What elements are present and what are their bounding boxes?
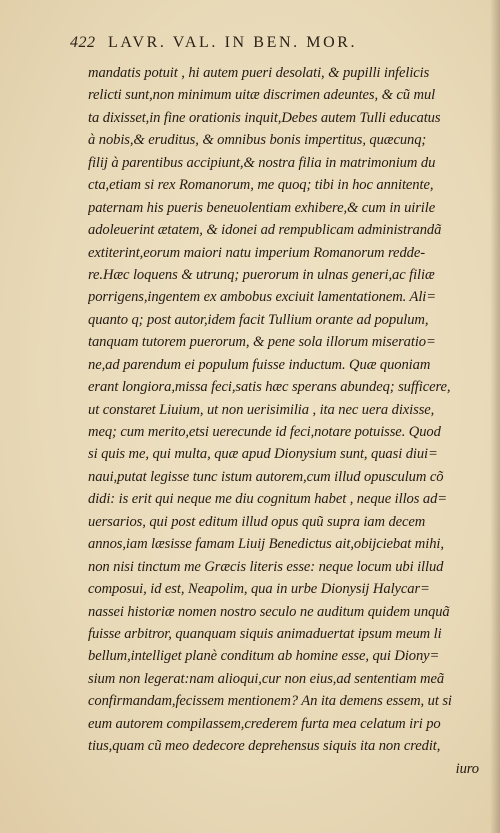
text-line: naui,putat legisse tunc istum autorem,cum illud opusculum cõ [88,468,444,485]
text-line: adoleuerint ætatem, & idonei ad rempublicam administrandã [88,222,442,239]
text-line: quanto q; post autor,idem facit Tullium orante ad populum, [88,311,429,328]
catchword: iuro [455,760,479,777]
text-line: filij à parentibus accipiunt,& nostra filia in matrimonium du [88,154,436,171]
text-line: re.Hæc loquens & utrunq; puerorum in ulnas generi,ac filiæ [88,266,435,283]
text-line: uersarios, qui post editum illud opus quũ supra iam decem [88,513,426,530]
text-line: extiterint,eorum maiori natu imperium Romanorum redde- [88,244,425,261]
text-line: porrigens,ingentem ex ambobus exciuit lamentationem. Ali= [88,289,436,306]
text-line: bellum,intelliget planè conditum ab homine esse, qui Diony= [88,648,440,665]
text-line: annos,iam læsisse famam Liuij Benedictus ait,obijciebat mihi, [88,536,444,553]
text-line: confirmandam,fecissem mentionem? An ita demens essem, ut si [88,693,452,710]
text-line: composui, id est, Neapolim, qua in urbe Dionysij Halycar= [88,581,430,598]
running-head: LAVR. VAL. IN BEN. MOR. [108,34,358,51]
text-line: erant longiora,missa feci,satis hæc sperans abundeq; sufficere, [88,379,451,396]
text-line: ne,ad parendum ei populum fuisse inductum. Quæ quoniam [88,356,431,373]
text-line: meq; cum merito,etsi uerecunde id feci,notare potuisse. Quod [88,424,441,440]
text-line: ut constaret Liuium, ut non uerisimilia , ita nec uera dixisse, [88,401,435,418]
page-edge-shadow [490,0,500,833]
text-line: fuisse arbitror, quanquam siquis animaduertat ipsum meum li [88,625,442,642]
text-line: didi: is erit qui neque me diu cognitum habet , neque illos ad= [88,491,448,508]
text-line: tius,quam cũ meo dedecore deprehensus siquis ita non credit, [88,738,441,755]
text-line: sium non legerat:nam alioqui,cur non eius,ad sententiam meã [88,670,445,687]
text-line: tanquam tutorem puerorum, & pene sola illorum miseratio= [88,334,436,351]
text-line: si quis me, qui multa, quæ apud Dionysium sunt, quasi diui= [88,446,438,463]
text-line: cta,etiam si rex Romanorum, me quoq; tibi in hoc annitente, [88,177,434,194]
page-header [70,34,470,56]
text-line: mandatis potuit , hi autem pueri desolati, & pupilli infelicis [88,65,430,81]
text-line: nassei historiæ nomen nostro seculo ne auditum quidem unquã [88,603,450,620]
text-line: eum autorem compilassem,crederem furta mea celatum iri po [88,715,441,732]
text-line: paternam his pueris beneuolentiam exhibere,& cum in uirile [88,199,436,216]
text-line: non nisi tinctum me Græcis literis esse: neque locum ubi illud [88,558,444,575]
text-line: ta dixisset,in fine orationis inquit,Debes autem Tulli educatus [88,109,441,126]
body-text [88,62,483,780]
text-line: à nobis,& eruditus, & omnibus bonis impertitus, quæcunq; [88,132,427,149]
text-line: relicti sunt,non minimum uitæ discrimen adeuntes, & cũ mul [88,87,436,104]
page-number: 422 [70,34,96,51]
